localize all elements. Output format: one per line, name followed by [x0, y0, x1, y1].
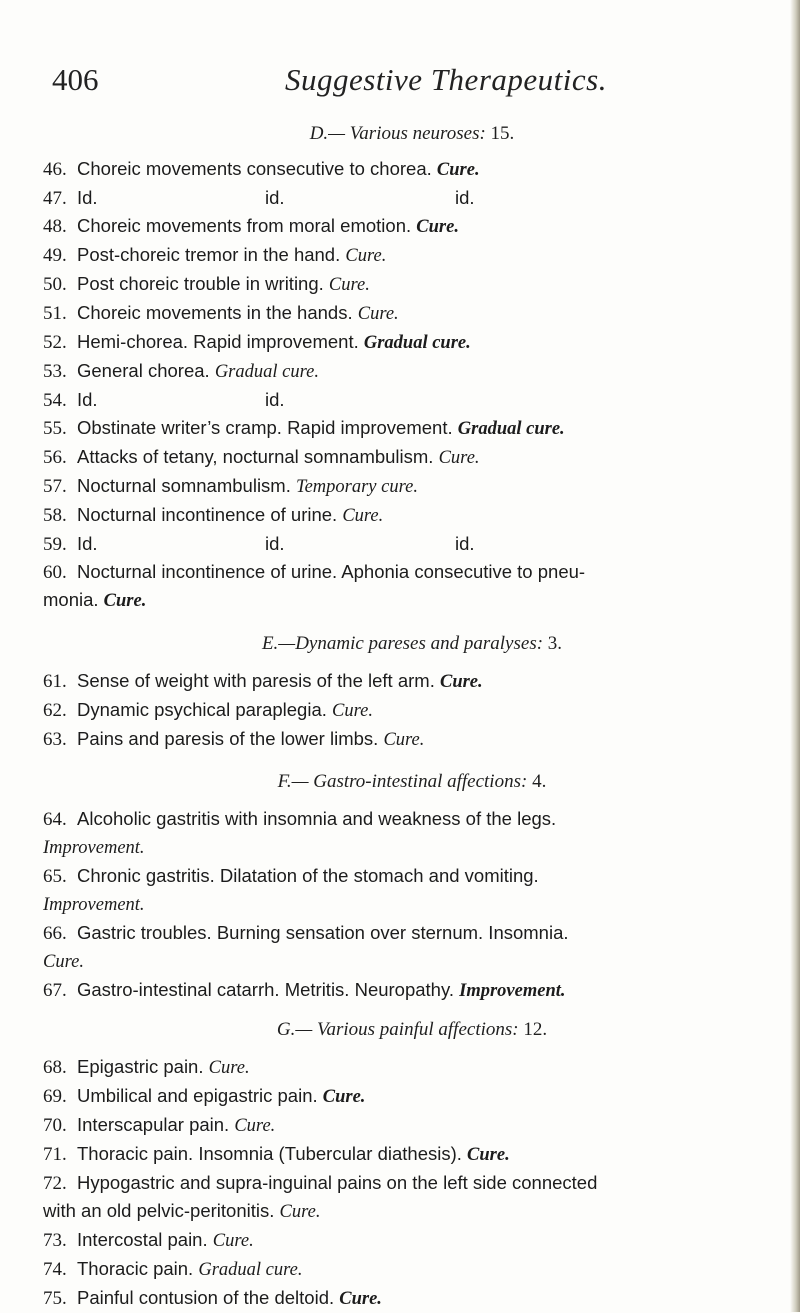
entry-number: 61. [43, 671, 67, 692]
entry-73 [43, 1226, 781, 1255]
entry-number: 65. [43, 866, 67, 887]
entry-number: 50. [43, 274, 67, 295]
entry-result: Cure. [322, 1087, 366, 1107]
entry-text: Umbilical and epigastric pain. [77, 1085, 318, 1106]
section-label: F.— Gastro-intestinal affections: [277, 771, 528, 792]
entry-result: Temporary cure. [296, 477, 418, 497]
entry-text: Nocturnal somnambulism. [77, 475, 291, 496]
entry-number: 67. [43, 980, 67, 1001]
entry-ditto: id. [265, 533, 285, 554]
page-body [43, 123, 781, 1313]
entry-text: Choreic movements from moral emotion. [77, 215, 412, 236]
entry-50 [43, 270, 781, 299]
entry-text: Alcoholic gastritis with insomnia and weakness of the legs. [77, 808, 557, 829]
entry-number: 52. [43, 332, 67, 353]
entry-number: 49. [43, 245, 67, 266]
entry-result: Cure. [467, 1145, 510, 1165]
entry-text-continued: monia. [43, 589, 99, 610]
entry-number: 56. [43, 447, 67, 468]
entry-ditto: id. [265, 389, 285, 410]
entry-47 [43, 184, 781, 212]
entry-number: 72. [43, 1173, 67, 1194]
entry-59 [43, 530, 781, 558]
entry-text: Gastric troubles. Burning sensation over sternum. Insomnia. [77, 922, 569, 943]
entry-result: Improvement. [43, 895, 145, 915]
entry-result: Gradual cure. [214, 362, 319, 382]
entry-52 [43, 328, 781, 357]
entry-number: 60. [43, 562, 67, 583]
entry-result: Cure. [279, 1202, 321, 1222]
entry-text: Nocturnal incontinence of urine. [77, 504, 338, 525]
entry-result: Cure. [438, 448, 480, 468]
entry-text: Hypogastric and supra-inguinal pains on the left side connected [77, 1172, 598, 1193]
running-head [0, 62, 800, 102]
entry-result: Cure. [103, 591, 147, 611]
entry-ditto: id. [455, 533, 475, 554]
entry-result: Cure. [212, 1231, 254, 1251]
entry-text: Sense of weight with paresis of the left arm. [77, 670, 435, 691]
entry-ditto: Id. [77, 533, 98, 554]
entry-68 [43, 1053, 781, 1082]
entry-46 [43, 155, 781, 184]
entry-text: Pains and paresis of the lower limbs. [77, 728, 379, 749]
entry-text: Painful contusion of the deltoid. [77, 1287, 335, 1308]
entry-54 [43, 386, 781, 414]
entry-text: Intercostal pain. [77, 1229, 208, 1250]
entry-result: Cure. [208, 1058, 250, 1078]
entry-result: Cure. [439, 672, 483, 692]
entry-number: 57. [43, 476, 67, 497]
entry-text: Post choreic trouble in writing. [77, 273, 324, 294]
entry-66 [43, 919, 781, 976]
entry-70 [43, 1111, 781, 1140]
entry-text: Hemi-chorea. Rapid improvement. [77, 331, 359, 352]
entry-text: Gastro-intestinal catarrh. Metritis. Neuropathy. [77, 979, 454, 1000]
section-heading-f [43, 771, 781, 793]
entry-53 [43, 357, 781, 386]
entry-48 [43, 212, 781, 241]
entry-62 [43, 696, 781, 725]
entry-result: Cure. [357, 304, 399, 324]
entry-number: 70. [43, 1115, 67, 1136]
entry-74 [43, 1255, 781, 1284]
entry-text: Post-choreic tremor in the hand. [77, 244, 341, 265]
entry-result: Cure. [43, 952, 84, 972]
entry-number: 73. [43, 1230, 67, 1251]
entry-49 [43, 241, 781, 270]
section-count: 15. [490, 123, 515, 144]
entry-number: 71. [43, 1144, 67, 1165]
entry-text: Epigastric pain. [77, 1056, 204, 1077]
entry-result: Cure. [339, 1289, 382, 1309]
entry-ditto: Id. [77, 389, 98, 410]
entry-number: 48. [43, 216, 67, 237]
entry-number: 75. [43, 1288, 67, 1309]
entry-55 [43, 414, 781, 443]
entry-63 [43, 725, 781, 754]
section-heading-g [43, 1019, 781, 1041]
section-count: 12. [523, 1019, 548, 1040]
entry-text: Attacks of tetany, nocturnal somnambulism. [77, 446, 434, 467]
section-heading-e [43, 633, 781, 655]
entry-number: 51. [43, 303, 67, 324]
entry-number: 68. [43, 1057, 67, 1078]
entry-result: Cure. [234, 1116, 276, 1136]
entry-text: Choreic movements consecutive to chorea. [77, 158, 432, 179]
entry-67 [43, 976, 781, 1005]
entry-number: 53. [43, 361, 67, 382]
entry-72 [43, 1169, 781, 1226]
entry-text: Choreic movements in the hands. [77, 302, 353, 323]
entry-number: 63. [43, 729, 67, 750]
entry-number: 74. [43, 1259, 67, 1280]
entry-result: Gradual cure. [198, 1260, 303, 1280]
entry-result: Cure. [328, 275, 370, 295]
entry-result: Cure. [416, 217, 459, 237]
entry-text: Thoracic pain. Insomnia (Tubercular diathesis). [77, 1143, 462, 1164]
entry-text: Interscapular pain. [77, 1114, 230, 1135]
entry-result: Improvement. [43, 838, 145, 858]
page-edge-shadow [790, 0, 800, 1312]
entry-ditto: Id. [77, 187, 98, 208]
entry-56 [43, 443, 781, 472]
entry-number: 62. [43, 700, 67, 721]
section-label: G.— Various painful affections: [276, 1019, 519, 1040]
section-count: 4. [532, 771, 547, 792]
entry-text: General chorea. [77, 360, 210, 381]
section-count: 3. [547, 633, 563, 654]
entry-result: Gradual cure. [457, 419, 565, 439]
entry-result: Gradual cure. [363, 333, 471, 353]
entry-number: 59. [43, 534, 67, 555]
entry-result: Cure. [342, 506, 384, 526]
entry-58 [43, 501, 781, 530]
entry-ditto: id. [265, 187, 285, 208]
entry-75 [43, 1284, 781, 1313]
entry-51 [43, 299, 781, 328]
entry-number: 58. [43, 505, 67, 526]
entry-number: 47. [43, 188, 67, 209]
entry-text: Thoracic pain. [77, 1258, 194, 1279]
entry-number: 66. [43, 923, 67, 944]
entry-text: Nocturnal incontinence of urine. Aphonia consecutive to pneu- [77, 561, 586, 582]
entry-result: Improvement. [459, 981, 566, 1001]
entry-number: 64. [43, 809, 67, 830]
section-heading-d [43, 123, 781, 145]
entry-number: 69. [43, 1086, 67, 1107]
entry-57 [43, 472, 781, 501]
entry-result: Cure. [332, 701, 373, 721]
entry-69 [43, 1082, 781, 1111]
entry-text-continued: with an old pelvic-peritonitis. [43, 1200, 275, 1221]
entry-number: 55. [43, 418, 67, 439]
entry-71 [43, 1140, 781, 1169]
section-label: E.—Dynamic pareses and paralyses: [261, 633, 544, 654]
entry-64 [43, 805, 781, 862]
entry-result: Cure. [345, 246, 387, 266]
section-label: D.— Various neuroses: [309, 123, 486, 144]
running-title: Suggestive Therapeutics. [285, 62, 607, 97]
entry-61 [43, 667, 781, 696]
entry-60 [43, 558, 781, 615]
entry-ditto: id. [455, 187, 475, 208]
entry-text: Obstinate writer’s cramp. Rapid improvement. [77, 417, 453, 438]
entry-number: 54. [43, 390, 67, 411]
entry-text: Chronic gastritis. Dilatation of the stomach and vomiting. [77, 865, 539, 886]
entry-text: Dynamic psychical paraplegia. [77, 699, 327, 720]
page-number: 406 [52, 62, 99, 97]
entry-65 [43, 862, 781, 919]
entry-result: Cure. [436, 160, 480, 180]
entry-result: Cure. [383, 730, 425, 750]
entry-number: 46. [43, 159, 67, 180]
